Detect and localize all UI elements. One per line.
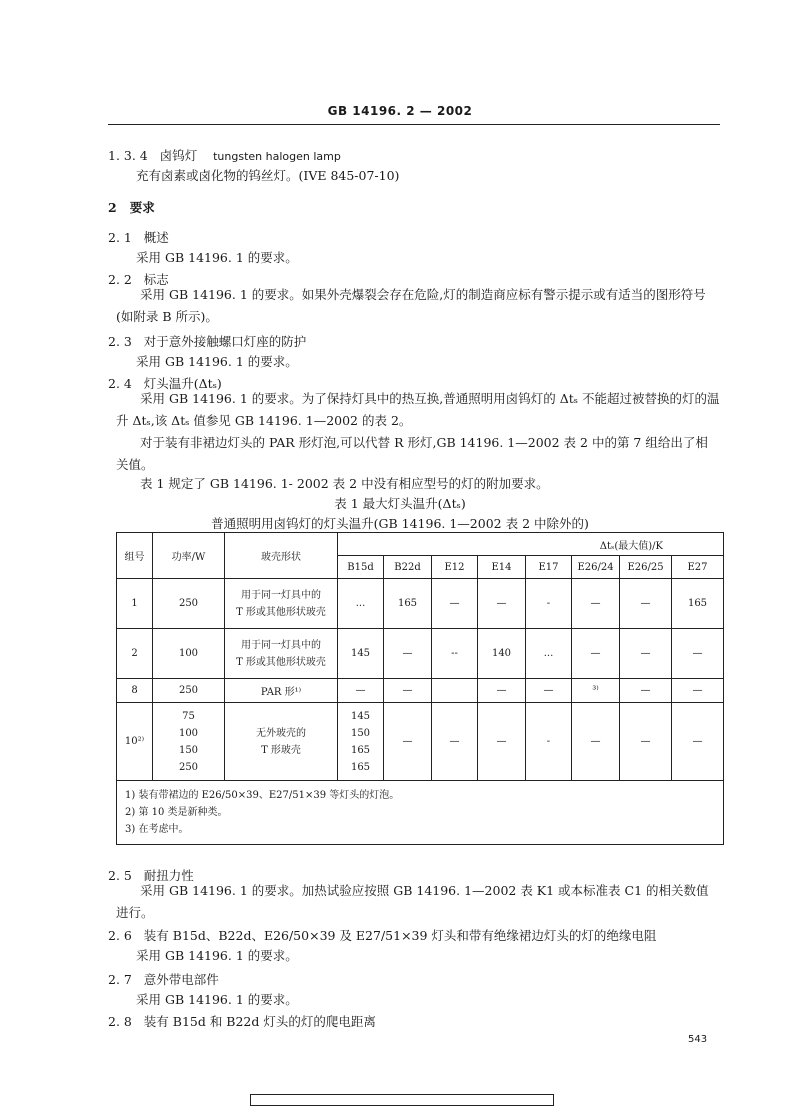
cell-value: —	[384, 703, 432, 781]
cell-value: ...	[526, 629, 572, 679]
cell-value: —	[384, 629, 432, 679]
table-row	[117, 703, 724, 781]
cell-shape	[225, 703, 338, 781]
section-title: 灯头温升(Δtₛ)	[143, 376, 222, 391]
cell-power: 100	[153, 629, 225, 679]
cap-header: B15d	[338, 556, 384, 579]
section-2-8-heading	[108, 1012, 376, 1030]
section-number: 2. 2	[108, 272, 132, 287]
cell-value: 165	[672, 579, 724, 629]
english-term: tungsten halogen lamp	[213, 150, 341, 163]
section-title: 要求	[129, 200, 155, 215]
section-2-5-body: 采用 GB 14196. 1 的要求。加热试验应按照 GB 14196. 1—2002 表 K1 或本标准表 C1 的相关数值进行。	[116, 883, 709, 920]
section-2-heading	[108, 198, 155, 216]
section-2-3-heading	[108, 332, 306, 350]
cell-value: —	[672, 629, 724, 679]
cell-shape-line: 用于同一灯具中的	[241, 589, 321, 601]
header-max-rise: Δtₛ(最大值)/K	[338, 533, 724, 556]
cell-value: ...	[338, 579, 384, 629]
cell-value: —	[572, 629, 620, 679]
cap-header: B22d	[384, 556, 432, 579]
cell-value: 145	[338, 629, 384, 679]
table-caption: 表 1 最大灯头温升(Δtₛ)	[334, 496, 466, 511]
cell-shape-line: T 形或其他形状玻壳	[236, 656, 326, 668]
section-2-1-body: 采用 GB 14196. 1 的要求。	[136, 250, 298, 265]
cell-value: —	[572, 579, 620, 629]
cap-header: E17	[526, 556, 572, 579]
cell-value: —	[432, 703, 478, 781]
section-title: 卤钨灯	[159, 148, 198, 163]
cell-power: 75	[182, 710, 195, 722]
definition-text: 充有卤素或卤化物的钨丝灯。(IVE 845-07-10)	[136, 168, 400, 183]
section-1-3-4-heading	[108, 146, 341, 164]
cell-shape-line: 用于同一灯具中的	[241, 639, 321, 651]
section-number: 2. 5	[108, 868, 132, 883]
section-title: 标志	[143, 272, 169, 287]
table-notes-row	[117, 781, 724, 845]
table-note: 2) 第 10 类是新种类。	[125, 807, 228, 818]
cell-value: —	[672, 679, 724, 703]
cell-value: —	[672, 703, 724, 781]
cell-value: —	[572, 703, 620, 781]
cell-power-list	[153, 703, 225, 781]
section-2-1-heading	[108, 228, 169, 246]
cell-shape-line: T 形玻壳	[261, 744, 301, 756]
table-row	[117, 679, 724, 703]
cap-header: E12	[432, 556, 478, 579]
cell-shape	[225, 579, 338, 629]
page-number: 543	[688, 1034, 708, 1045]
section-number: 2. 6	[108, 928, 132, 943]
header-group: 组号	[117, 533, 153, 579]
table-subcaption: 普通照明用卤钨灯的灯头温升(GB 14196. 1—2002 表 2 中除外的)	[211, 516, 589, 531]
cell-value: ³⁾	[572, 679, 620, 703]
section-number: 1. 3. 4	[108, 148, 148, 163]
cell-shape: PAR 形¹⁾	[225, 679, 338, 703]
cell-group: 1	[117, 579, 153, 629]
section-title: 意外带电部件	[143, 972, 219, 987]
table-note: 1) 装有带裙边的 E26/50×39、E27/51×39 等灯头的灯泡。	[125, 790, 400, 801]
cell-value: —	[478, 703, 526, 781]
section-number: 2	[108, 200, 117, 215]
header-power: 功率/W	[153, 533, 225, 579]
section-number: 2. 7	[108, 972, 132, 987]
header-rule	[108, 124, 720, 125]
cap-header: E26/24	[572, 556, 620, 579]
section-2-7-body: 采用 GB 14196. 1 的要求。	[136, 992, 298, 1007]
section-number: 2. 3	[108, 334, 132, 349]
cell-value: 145	[350, 710, 371, 722]
cell-power: 250	[153, 579, 225, 629]
cell-power: 100	[178, 727, 199, 739]
section-number: 2. 1	[108, 230, 132, 245]
section-2-4-paragraph-2: 对于装有非裙边灯头的 PAR 形灯泡,可以代替 R 形灯,GB 14196. 1—2002 表 2 中的第 7 组给出了相关值。	[116, 435, 708, 472]
cell-value: —	[338, 679, 384, 703]
cell-shape-line: 无外玻壳的	[256, 727, 306, 739]
bottom-frame	[250, 1094, 554, 1106]
cell-value: —	[384, 679, 432, 703]
cell-b15d-list	[338, 703, 384, 781]
cell-value: --	[432, 629, 478, 679]
cell-value: —	[620, 679, 672, 703]
section-title: 概述	[143, 230, 169, 245]
cell-value: —	[620, 579, 672, 629]
cell-value: —	[478, 679, 526, 703]
section-title: 装有 B15d 和 B22d 灯头的灯的爬电距离	[143, 1014, 376, 1029]
cell-value: —	[620, 703, 672, 781]
cell-value: —	[432, 579, 478, 629]
section-title: 装有 B15d、B22d、E26/50×39 及 E27/51×39 灯头和带有绝缘裙边灯头的灯的绝缘电阻	[143, 928, 657, 943]
section-2-4-paragraph-1: 采用 GB 14196. 1 的要求。为了保持灯具中的热互换,普通照明用卤钨灯的 Δtₛ 不能超过被替换的灯的温升 Δtₛ,该 Δtₛ 值参见 GB 14196. 1—2002 的表 2。	[116, 391, 720, 428]
cap-header: E26/25	[620, 556, 672, 579]
cell-shape-line: T 形或其他形状玻壳	[236, 606, 326, 618]
section-2-2-body: 采用 GB 14196. 1 的要求。如果外壳爆裂会存在危险,灯的制造商应标有警示提示或有适当的图形符号(如附录 B 所示)。	[116, 287, 706, 324]
section-2-6-heading	[108, 926, 656, 944]
cap-header: E14	[478, 556, 526, 579]
section-2-7-heading	[108, 970, 219, 988]
cell-power: 250	[178, 761, 199, 773]
table-note: 3) 在考虑中。	[125, 824, 189, 835]
cap-header: E27	[672, 556, 724, 579]
lamp-cap-temperature-table	[116, 532, 724, 845]
table-row	[117, 629, 724, 679]
cell-value	[432, 679, 478, 703]
section-2-4-paragraph-3: 表 1 规定了 GB 14196. 1- 2002 表 2 中没有相应型号的灯的附加要求。	[140, 476, 549, 491]
cell-value: -	[526, 579, 572, 629]
cell-value: —	[620, 629, 672, 679]
cell-power: 150	[178, 744, 199, 756]
cell-value: 165	[350, 761, 371, 773]
section-title: 耐扭力性	[143, 868, 194, 883]
cell-value: 150	[350, 727, 371, 739]
table-notes	[117, 781, 724, 845]
cell-group: 8	[117, 679, 153, 703]
cell-value: 140	[478, 629, 526, 679]
section-number: 2. 8	[108, 1014, 132, 1029]
section-title: 对于意外接触螺口灯座的防护	[143, 334, 307, 349]
cell-group: 10²⁾	[117, 703, 153, 781]
section-2-6-body: 采用 GB 14196. 1 的要求。	[136, 948, 298, 963]
cell-power: 250	[153, 679, 225, 703]
header-bulb-shape: 玻壳形状	[225, 533, 338, 579]
standard-code-header: GB 14196. 2 — 2002	[327, 104, 473, 118]
section-2-3-body: 采用 GB 14196. 1 的要求。	[136, 354, 298, 369]
cell-group: 2	[117, 629, 153, 679]
table-row	[117, 579, 724, 629]
section-number: 2. 4	[108, 376, 132, 391]
cell-value: —	[526, 679, 572, 703]
cell-value: -	[526, 703, 572, 781]
cell-shape	[225, 629, 338, 679]
cell-value: 165	[350, 744, 371, 756]
cell-value: 165	[384, 579, 432, 629]
cell-value: —	[478, 579, 526, 629]
